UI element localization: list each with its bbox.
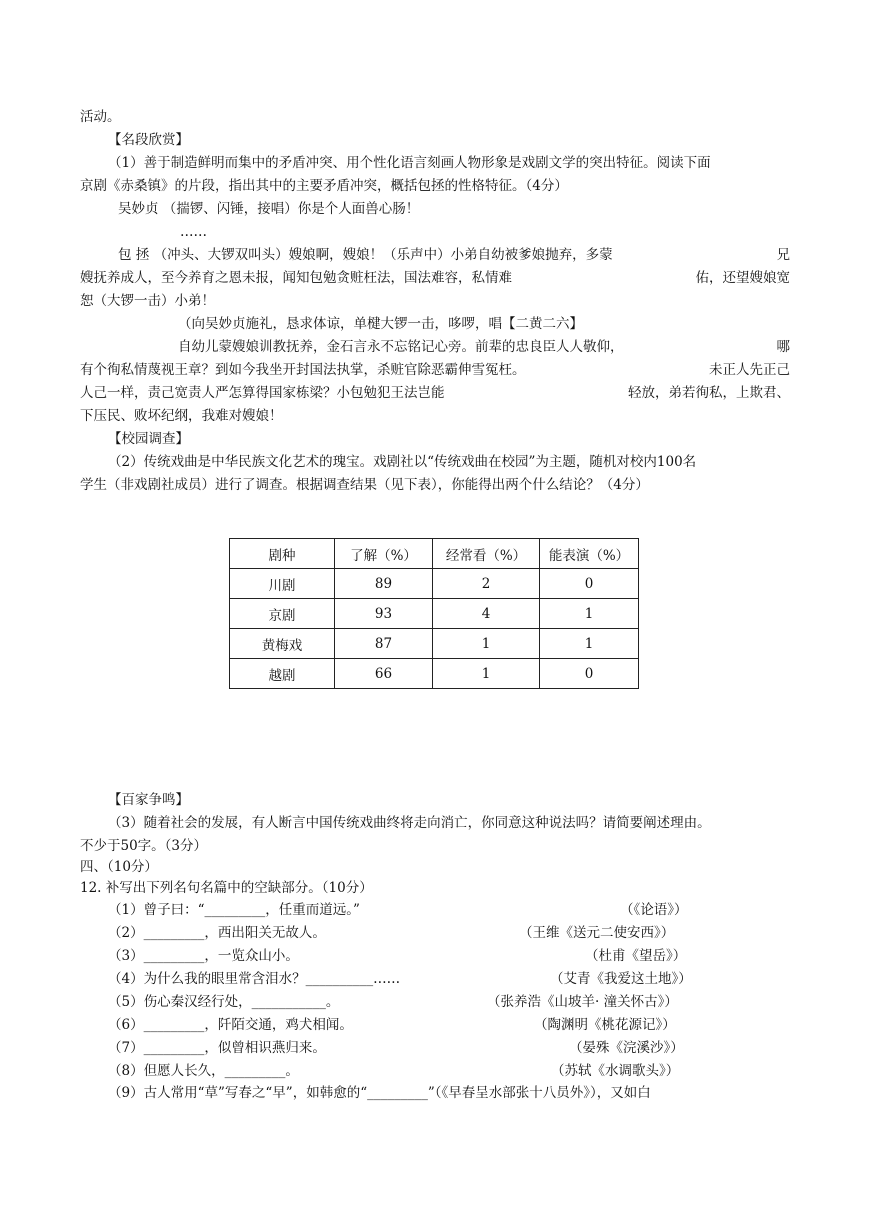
table-cell: 1 (433, 629, 540, 659)
lyric-line (80, 383, 790, 403)
question-2-text: （2）传统戏曲是中华民族文化艺术的瑰宝。戏剧社以“传统戏曲在校园”为主题，随机对校内100名 (108, 454, 697, 470)
ellipsis: …… (180, 224, 207, 240)
table-cell: 川剧 (230, 569, 335, 599)
question-3-text-cont: 不少于50字。（3分） (80, 838, 208, 854)
lyric-text: 自幼儿蒙嫂娘训教抚养，金石言永不忘铭记心旁。前辈的忠良臣人人敬仰， (178, 339, 624, 355)
question-2-text-cont: 学生（非戏剧社成员）进行了调查。根据调查结果（见下表），你能得出两个什么结论？（4分） (80, 477, 649, 493)
table-cell: 黄梅戏 (230, 629, 335, 659)
table-cell: 越剧 (230, 659, 335, 689)
table-cell: 1 (433, 659, 540, 689)
fill-source: （艾青《我爱这土地》） (550, 971, 692, 987)
section-heading-survey: 【校园调查】 (108, 431, 189, 447)
fill-item: （6）_________，阡陌交通，鸡犬相闻。 (108, 1017, 353, 1033)
table-cell: 89 (335, 569, 433, 599)
table-cell: 66 (335, 659, 433, 689)
fill-item: （3）_________，一览众山小。 (108, 948, 299, 964)
table-row (230, 599, 639, 629)
fill-item: （1）曾子曰：“_________，任重而道远。” (108, 902, 360, 918)
table-row (230, 659, 639, 689)
part-heading: 四、（10分） (80, 859, 158, 875)
question-1-text: （1）善于制造鲜明而集中的矛盾冲突、用个性化语言刻画人物形象是戏剧文学的突出特征。阅读下面 (108, 155, 711, 171)
table-header-row (230, 539, 639, 569)
script-line-bao-end: 恕（大锣一击）小弟！ (80, 293, 215, 309)
table-row (230, 569, 639, 599)
question-1-text-cont: 京剧《赤桑镇》的片段，指出其中的主要矛盾冲突，概括包拯的性格特征。（4分） (80, 178, 568, 194)
section-heading-debate: 【百家争鸣】 (108, 792, 189, 808)
fill-source: （张养浩《山坡羊· 潼关怀古》） (487, 994, 678, 1010)
script-text-right: 佑，还望嫂娘宽 (695, 270, 790, 286)
script-line-bao (118, 245, 790, 265)
script-text-right: 兄 (776, 247, 790, 263)
script-line-wu: 吴妙贞 （揣锣、闪锤，接唱）你是个人面兽心肠！ (118, 201, 420, 217)
question-3-text: （3）随着社会的发展，有人断言中国传统戏曲终将走向消亡，你同意这种说法吗？请简要阐述理由。 (108, 815, 711, 831)
table-cell: 4 (433, 599, 540, 629)
table-cell: 87 (335, 629, 433, 659)
table-cell: 1 (540, 599, 639, 629)
table-cell: 0 (540, 569, 639, 599)
fill-source: （苏轼《水调歌头》） (551, 1063, 680, 1079)
table-row (230, 629, 639, 659)
fill-source: （王维《送元二使安西》） (519, 925, 675, 941)
fill-source: （陶渊明《桃花源记》） (534, 1017, 676, 1033)
script-line-bao-cont (80, 268, 790, 288)
fill-source: （《论语》） (620, 902, 688, 918)
script-text: 包 拯 （冲头、大锣双叫头）嫂娘啊，嫂娘！（乐声中）小弟自幼被爹娘抛弃，多蒙 (118, 247, 613, 263)
lyric-text-right: 未正人先正己 (709, 362, 790, 378)
table-header: 剧种 (230, 539, 335, 569)
table-header: 经常看（%） (433, 539, 540, 569)
table-header: 能表演（%） (540, 539, 639, 569)
table-cell: 0 (540, 659, 639, 689)
question-12-text: 12. 补写出下列名句名篇中的空缺部分。（10分） (80, 880, 373, 896)
lyric-line (80, 360, 790, 380)
script-text: 嫂抚养成人，至今养育之恩未报，闻知包勉贪赃枉法，国法难容，私情难 (80, 270, 512, 286)
fill-item: （4）为什么我的眼里常含泪水？__________…… (108, 971, 401, 987)
stage-direction: （向吴妙贞施礼，恳求体谅，单楗大锣一击，哆啰，唱【二黄二六】 (178, 316, 583, 332)
fill-item: （5）伤心秦汉经行处，___________。 (108, 994, 340, 1010)
fill-item: （2）_________，西出阳关无故人。 (108, 925, 326, 941)
table-cell: 2 (433, 569, 540, 599)
lyric-line: 下压民、败坏纪纲，我难对嫂娘！ (80, 408, 283, 424)
survey-table (229, 538, 639, 689)
fill-item: （8）但愿人长久，_________。 (108, 1063, 299, 1079)
table-cell: 1 (540, 629, 639, 659)
fill-source: （杜甫《望岳》） (585, 948, 687, 964)
table-cell: 京剧 (230, 599, 335, 629)
paragraph-text: 活动。 (80, 109, 121, 125)
fill-source: （晏殊《浣溪沙》） (569, 1040, 684, 1056)
fill-item: （9）古人常用“草”写春之“早”，如韩愈的“_________”（《早春呈水部张十八员外》），又如白 (108, 1085, 651, 1101)
table-header: 了解（%） (335, 539, 433, 569)
lyric-text-right: 轻放，弟若徇私，上欺君、 (628, 385, 790, 401)
lyric-text: 有个徇私情蔑视王章？到如今我坐开封国法执掌，杀赃官除恶霸伸雪冤枉。 (80, 362, 526, 378)
lyric-line (178, 337, 790, 357)
lyric-text: 人己一样，责己宽责人严怎算得国家栋梁？小包勉犯王法岂能 (80, 385, 445, 401)
lyric-text-right: 哪 (776, 339, 790, 355)
fill-item: （7）_________，似曾相识燕归来。 (108, 1040, 326, 1056)
table-cell: 93 (335, 599, 433, 629)
section-heading-appreciation: 【名段欣赏】 (108, 132, 189, 148)
